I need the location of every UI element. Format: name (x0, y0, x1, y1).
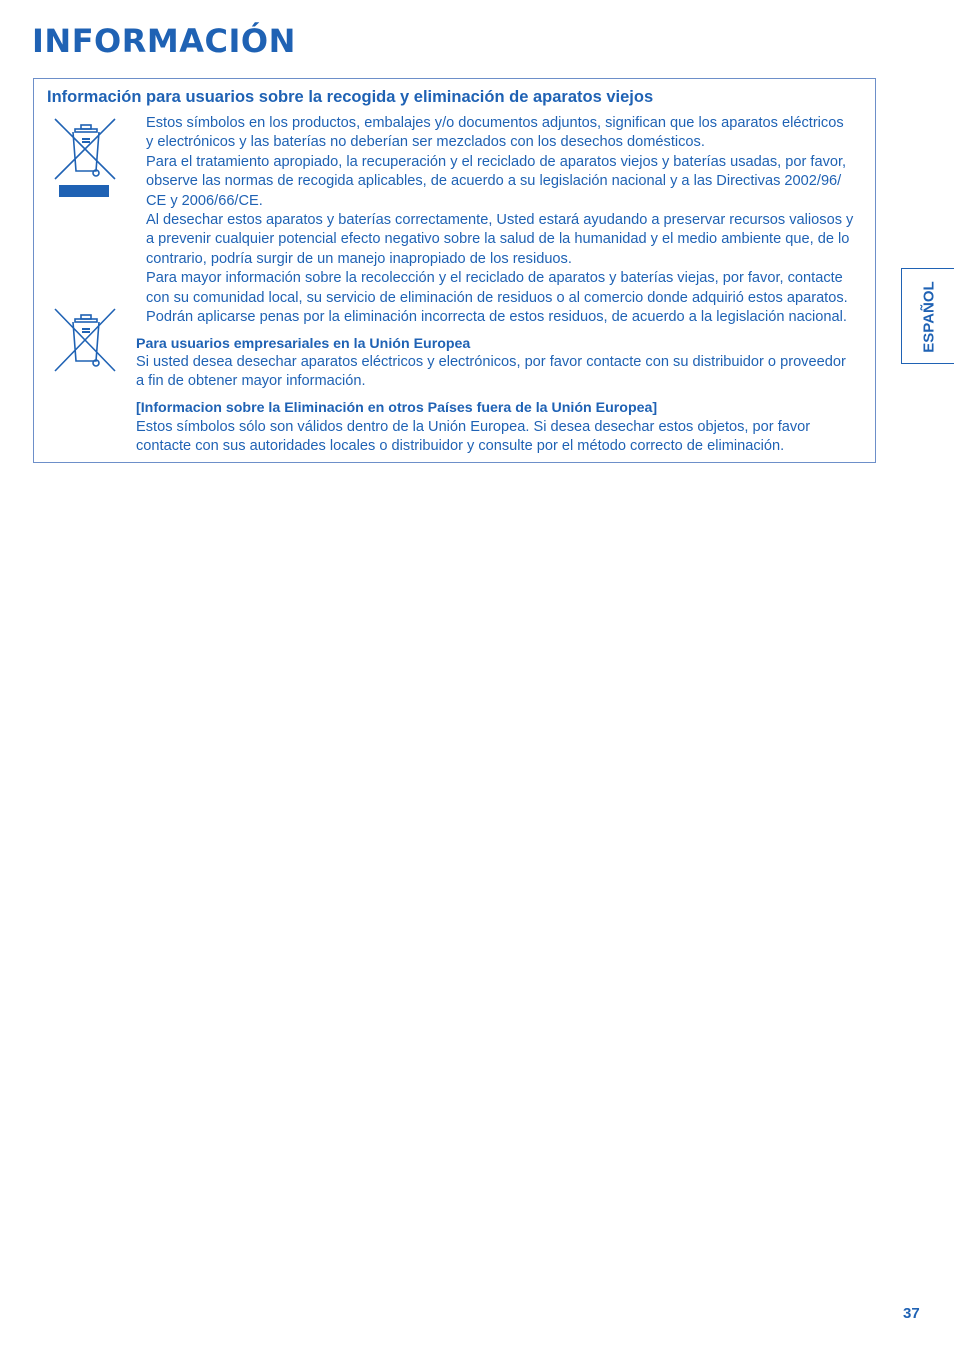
paragraph-line: a prevenir cualquier potencial efecto negativo sobre la salud de la humanidad y el medio ambiente que, de lo (146, 231, 850, 248)
paragraph-line: contacte con sus autoridades locales o distribuidor y consulte por el método correcto de eliminación. (136, 438, 785, 455)
outside-eu-paragraph (136, 418, 810, 457)
business-users-paragraph (136, 353, 846, 392)
paragraph-line: contrario, podría surgir de un manejo inapropiado de los residuos. (146, 250, 572, 267)
paragraph-line: Si usted desea desechar aparatos eléctricos y electrónicos, por favor contacte con su distribuidor o proveedor (136, 354, 846, 370)
paragraph-line: Podrán aplicarse penas por la eliminación incorrecta de estos residuos, de acuerdo a la legislación nacional. (146, 309, 847, 326)
paragraph-line: Al desechar estos aparatos y baterías correctamente, Usted estará ayudando a preservar recursos valiosos y (146, 212, 854, 229)
page-title: INFORMACIÓN (32, 22, 296, 60)
business-users-heading: Para usuarios empresariales en la Unión Europea (136, 336, 471, 352)
page-number: 37 (903, 1305, 920, 1322)
disposal-info-box (33, 78, 876, 463)
paragraph-line: Estos símbolos sólo son válidos dentro de la Unión Europea. Si desea desechar estos objetos, por favor (136, 419, 811, 435)
language-tab (901, 268, 954, 364)
crossed-out-wheelie-bin-with-bar-icon (53, 117, 119, 201)
paragraph-line: Estos símbolos en los productos, embalajes y/o documentos adjuntos, significan que los aparatos eléctricos (146, 115, 844, 131)
paragraph-line: con su comunidad local, su servicio de eliminación de residuos o al comercio donde adquirió estos aparatos. (146, 289, 848, 306)
paragraph-line: a fin de obtener mayor información. (136, 373, 366, 390)
language-tab-label: ESPAÑOL (920, 281, 938, 353)
paragraph-line: observe las normas de recogida aplicables, de acuerdo a su legislación nacional y a las Directivas 2002/96/ (146, 173, 842, 190)
box-heading: Información para usuarios sobre la recogida y eliminación de aparatos viejos (47, 88, 654, 106)
paragraph-line: CE y 2006/66/CE. (146, 192, 263, 209)
disposal-paragraph (146, 114, 853, 327)
paragraph-line: Para el tratamiento apropiado, la recuperación y el reciclado de aparatos viejos y baterías usadas, por favor, (146, 153, 847, 170)
paragraph-line: y electrónicos y las baterías no deberían ser mezclados con los desechos domésticos. (146, 134, 705, 151)
crossed-out-wheelie-bin-icon (53, 307, 119, 375)
paragraph-line: Para mayor información sobre la recolección y el reciclado de aparatos y baterías viejas, por favor, contacte (146, 270, 843, 287)
outside-eu-heading: [Informacion sobre la Eliminación en otros Países fuera de la Unión Europea] (136, 400, 658, 416)
